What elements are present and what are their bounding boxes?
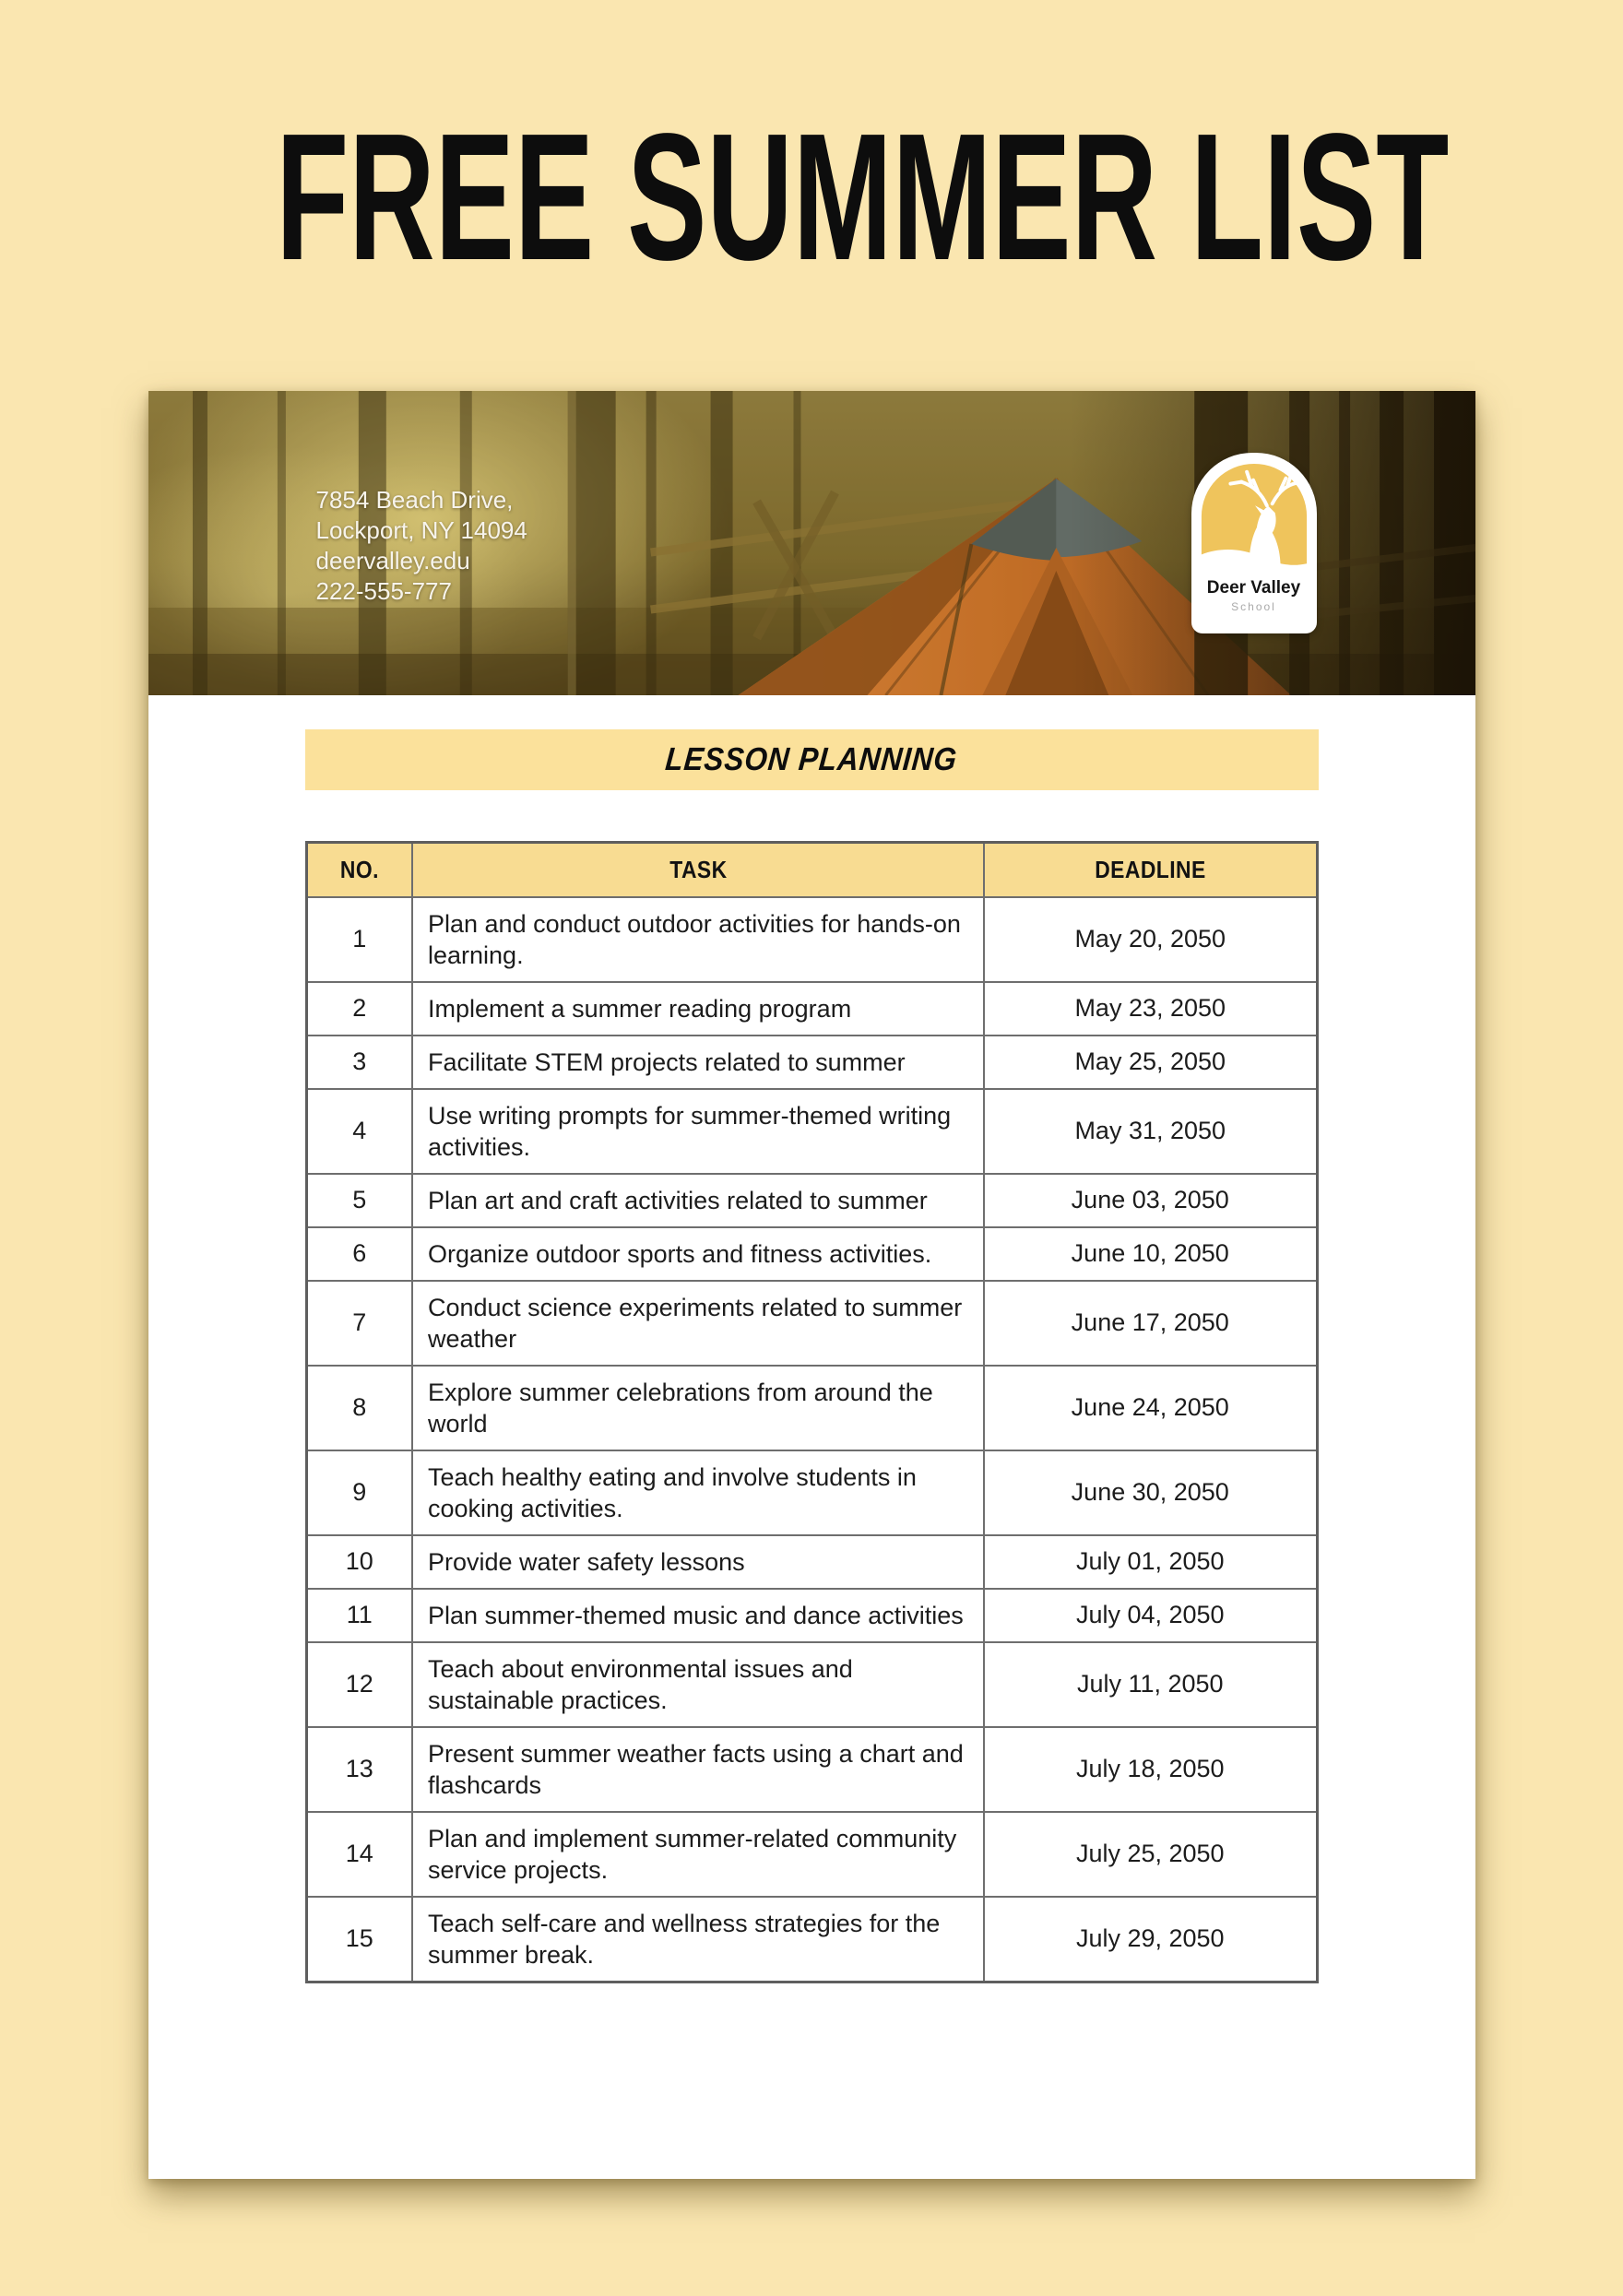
cell-deadline: June 24, 2050 xyxy=(984,1366,1317,1450)
cell-no: 8 xyxy=(306,1366,412,1450)
cell-task: Provide water safety lessons xyxy=(412,1535,984,1589)
column-header-task: TASK xyxy=(412,843,984,897)
table-row xyxy=(306,1089,1317,1174)
section-banner-label: LESSON PLANNING xyxy=(664,741,959,777)
cell-deadline: July 25, 2050 xyxy=(984,1812,1317,1897)
cell-no: 15 xyxy=(306,1897,412,1982)
cell-deadline: July 18, 2050 xyxy=(984,1727,1317,1812)
cell-deadline: July 29, 2050 xyxy=(984,1897,1317,1982)
table-row xyxy=(306,1642,1317,1727)
cell-no: 11 xyxy=(306,1589,412,1642)
header-photo xyxy=(148,391,1475,695)
contact-address-line1: 7854 Beach Drive, xyxy=(315,486,514,514)
cell-no: 14 xyxy=(306,1812,412,1897)
lesson-planning-table xyxy=(305,841,1319,1983)
cell-task: Explore summer celebrations from around the world xyxy=(412,1366,984,1450)
cell-no: 12 xyxy=(306,1642,412,1727)
table-row xyxy=(306,1174,1317,1227)
cell-task: Implement a summer reading program xyxy=(412,982,984,1036)
cell-deadline: June 10, 2050 xyxy=(984,1227,1317,1281)
cell-deadline: July 04, 2050 xyxy=(984,1589,1317,1642)
cell-deadline: May 31, 2050 xyxy=(984,1089,1317,1174)
contact-phone: 222-555-777 xyxy=(315,577,452,605)
table-body xyxy=(306,897,1317,1982)
table-row xyxy=(306,1227,1317,1281)
cell-no: 7 xyxy=(306,1281,412,1366)
section-banner xyxy=(305,729,1319,790)
cell-task: Teach self-care and wellness strategies for the summer break. xyxy=(412,1897,984,1982)
cell-task: Plan art and craft activities related to summer xyxy=(412,1174,984,1227)
document-title: FREE SUMMER LIST xyxy=(276,96,1450,298)
cell-task: Teach about environmental issues and sustainable practices. xyxy=(412,1642,984,1727)
cell-deadline: July 11, 2050 xyxy=(984,1642,1317,1727)
column-header-deadline: DEADLINE xyxy=(984,843,1317,897)
contact-address-line2: Lockport, NY 14094 xyxy=(315,516,527,544)
document-page xyxy=(148,391,1475,2179)
cell-task: Plan and conduct outdoor activities for hands-on learning. xyxy=(412,897,984,982)
table-row xyxy=(306,1036,1317,1089)
cell-no: 1 xyxy=(306,897,412,982)
cell-task: Use writing prompts for summer-themed writing activities. xyxy=(412,1089,984,1174)
cell-deadline: June 30, 2050 xyxy=(984,1450,1317,1535)
cell-deadline: July 01, 2050 xyxy=(984,1535,1317,1589)
cell-task: Plan and implement summer-related community service projects. xyxy=(412,1812,984,1897)
table-row xyxy=(306,1812,1317,1897)
cell-no: 2 xyxy=(306,982,412,1036)
cell-deadline: May 20, 2050 xyxy=(984,897,1317,982)
table-row xyxy=(306,1450,1317,1535)
contact-block xyxy=(316,485,527,607)
table-row xyxy=(306,1366,1317,1450)
contact-website: deervalley.edu xyxy=(315,547,470,574)
page-content xyxy=(148,729,1475,1983)
cell-no: 10 xyxy=(306,1535,412,1589)
cell-no: 5 xyxy=(306,1174,412,1227)
cell-task: Teach healthy eating and involve students in cooking activities. xyxy=(412,1450,984,1535)
deer-icon xyxy=(1199,460,1309,576)
cell-deadline: June 17, 2050 xyxy=(984,1281,1317,1366)
table-row xyxy=(306,1897,1317,1982)
table-row xyxy=(306,897,1317,982)
table-header-row xyxy=(306,843,1317,897)
column-header-no: NO. xyxy=(306,843,412,897)
cell-no: 9 xyxy=(306,1450,412,1535)
cell-task: Present summer weather facts using a chart and flashcards xyxy=(412,1727,984,1812)
table-row xyxy=(306,1727,1317,1812)
cell-deadline: May 25, 2050 xyxy=(984,1036,1317,1089)
cell-deadline: May 23, 2050 xyxy=(984,982,1317,1036)
cell-task: Organize outdoor sports and fitness activities. xyxy=(412,1227,984,1281)
cell-deadline: June 03, 2050 xyxy=(984,1174,1317,1227)
cell-task: Plan summer-themed music and dance activities xyxy=(412,1589,984,1642)
cell-no: 4 xyxy=(306,1089,412,1174)
table-row xyxy=(306,1535,1317,1589)
school-logo xyxy=(1191,453,1317,633)
cell-task: Facilitate STEM projects related to summer xyxy=(412,1036,984,1089)
logo-school-name: Deer Valley xyxy=(1206,578,1301,598)
cell-no: 6 xyxy=(306,1227,412,1281)
cell-no: 3 xyxy=(306,1036,412,1089)
table-row xyxy=(306,1281,1317,1366)
cell-task: Conduct science experiments related to summer weather xyxy=(412,1281,984,1366)
table-row xyxy=(306,982,1317,1036)
table-row xyxy=(306,1589,1317,1642)
logo-school-subtitle: School xyxy=(1231,600,1276,613)
cell-no: 13 xyxy=(306,1727,412,1812)
